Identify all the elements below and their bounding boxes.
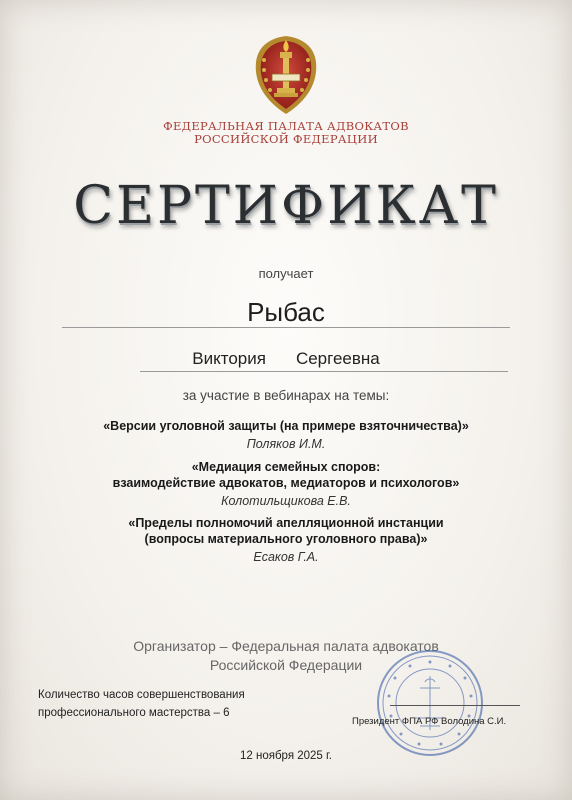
certificate-title: СЕРТИФИКАТ [73,176,499,236]
topic-lecturer: Есаков Г.А. [253,550,319,564]
topic-title: взаимодействие адвокатов, медиаторов и психологов» [112,476,460,490]
organizer-line1: Организатор – Федеральная палата адвокатов [133,638,439,654]
signature-line [390,705,520,706]
given-names-underline [140,371,508,372]
topic-lecturer: Поляков И.М. [246,437,326,451]
receives-label: получает [258,266,314,281]
recipient-given-names [0,349,572,369]
recipient-surname: Рыбас [247,297,325,327]
topic-title: (вопросы материального уголовного права)» [144,532,428,546]
topic-title: «Версии уголовной защиты (на примере взяточничества)» [103,419,469,433]
topic-title: «Пределы полномочий апелляционной инстанции [128,516,444,530]
org-name-line1: ФЕДЕРАЛЬНАЯ ПАЛАТА АДВОКАТОВ [163,119,409,133]
training-hours-line1: Количество часов совершенствования [38,689,245,701]
org-name-line2: РОССИЙСКОЙ ФЕДЕРАЦИИ [194,132,378,146]
recipient-first-name: Виктория [192,349,266,368]
fpa-seal-stamp-icon [375,648,485,758]
training-hours-line2: профессионального мастерства – 6 [38,707,230,719]
issue-date: 12 ноября 2025 г. [240,750,332,762]
topic-lecturer: Колотильщикова Е.В. [221,494,351,508]
surname-underline [62,327,510,328]
topics-intro: за участие в вебинарах на темы: [182,388,390,403]
training-hours [38,686,245,722]
president-signature: Президент ФПА РФ Володина С.И. [352,716,507,727]
organizer-line2: Российской Федерации [209,657,363,673]
topic-title: «Медиация семейных споров: [191,460,381,474]
fpa-emblem-icon [250,30,322,116]
recipient-patronymic: Сергеевна [295,349,380,368]
